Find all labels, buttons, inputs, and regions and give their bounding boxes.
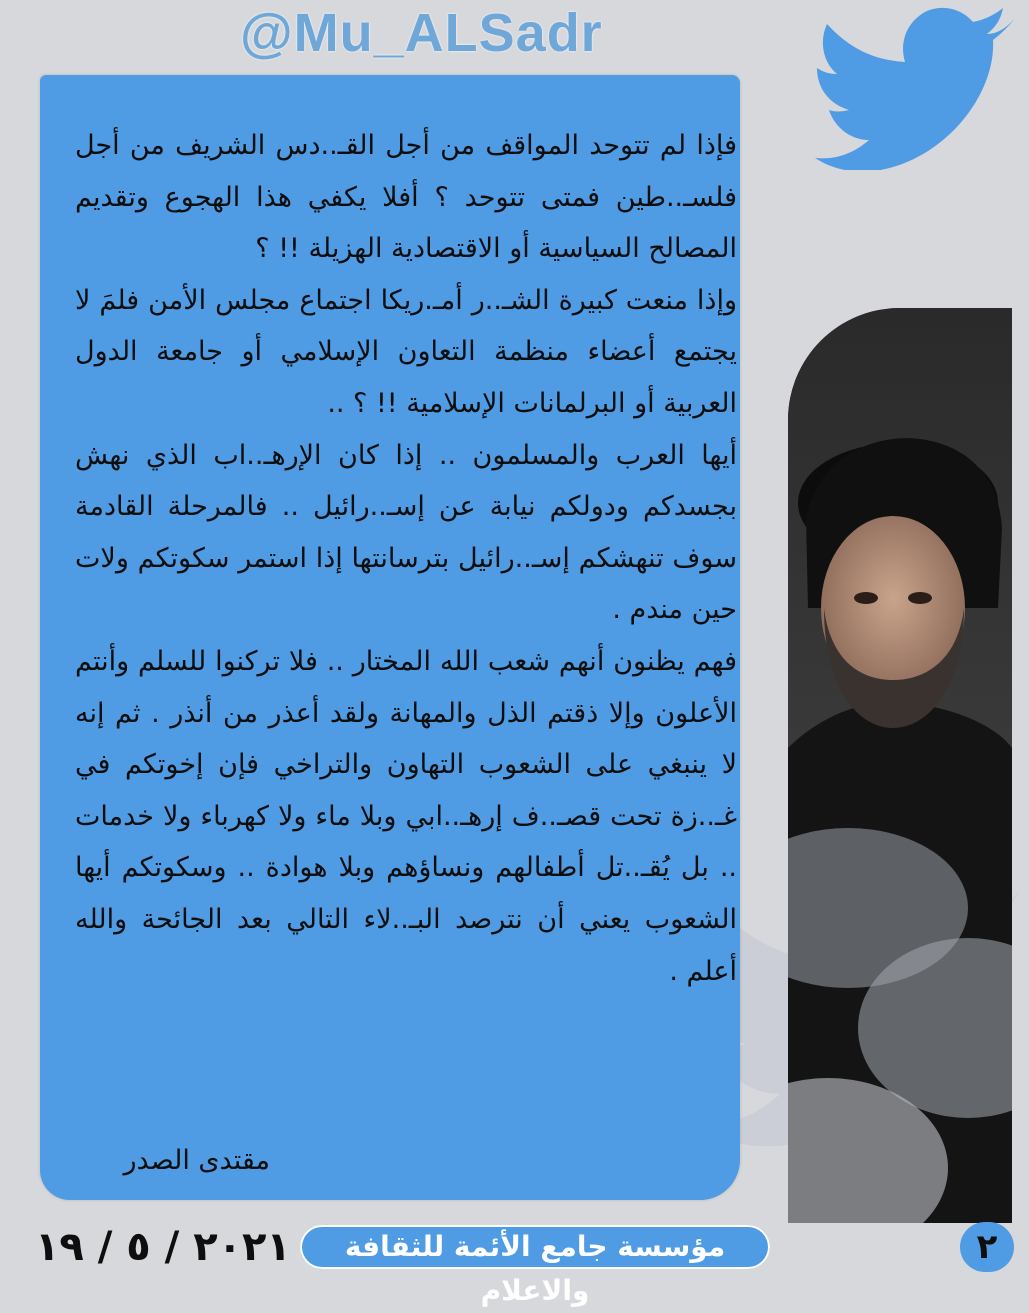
- twitter-bird-icon: [815, 0, 1029, 170]
- organization-banner: مؤسسة جامع الأئمة للثقافة والاعلام: [300, 1225, 770, 1269]
- signature: مقتدى الصدر: [123, 1145, 270, 1176]
- statement-paragraph: فهم يظنون أنهم شعب الله المختار .. فلا تركنوا للسلم وأنتم الأعلون وإلا ذقتم الذل والمهانة ولقد أعذر من أنذر . ثم إنه لا ينبغي على الشعوب التهاون والتراخي فإن إخوتكم في غـ..زة تحت قصـ..ف إرهـ..ابي وبلا ماء ولا كهرباء ولا خدمات .. بل يُقـ..تل أطفالهم ونساؤهم وبلا هوادة .. وسكوتكم أيها الشعوب يعني أن نترصد البـ..لاء التالي بعد الجائحة والله أعلم .: [75, 645, 737, 987]
- statement-body: [75, 120, 737, 997]
- statement-paragraph: وإذا منعت كبيرة الشـ..ر أمـ.ريكا اجتماع مجلس الأمن فلمَ لا يجتمع أعضاء منظمة التعاون الإسلامي أو جامعة الدول العربية أو البرلمانات الإسلامية !! ؟ ..: [75, 284, 737, 419]
- statement-paragraph: أيها العرب والمسلمون .. إذا كان الإرهـ..اب الذي نهش بجسدكم ودولكم نيابة عن إسـ..رائيل .. فالمرحلة القادمة سوف تنهشكم إسـ..رائيل بترسانتها إذا استمر سكوتكم ولات حين مندم .: [75, 439, 737, 626]
- portrait-photo: [788, 308, 1012, 1223]
- portrait-illustration: [788, 308, 1012, 1223]
- date-label: ٢٠٢١ / ٥ / ١٩: [35, 1224, 291, 1270]
- twitter-handle: @Mu_ALSadr: [240, 3, 603, 63]
- page-number-badge: ٢: [960, 1222, 1014, 1272]
- statement-paragraph: فإذا لم تتوحد المواقف من أجل القـ..دس الشريف من أجل فلسـ..طين فمتى تتوحد ؟ أفلا يكفي هذا الهجوع وتقديم المصالح السياسية أو الاقتصادية الهزيلة !! ؟: [75, 130, 737, 265]
